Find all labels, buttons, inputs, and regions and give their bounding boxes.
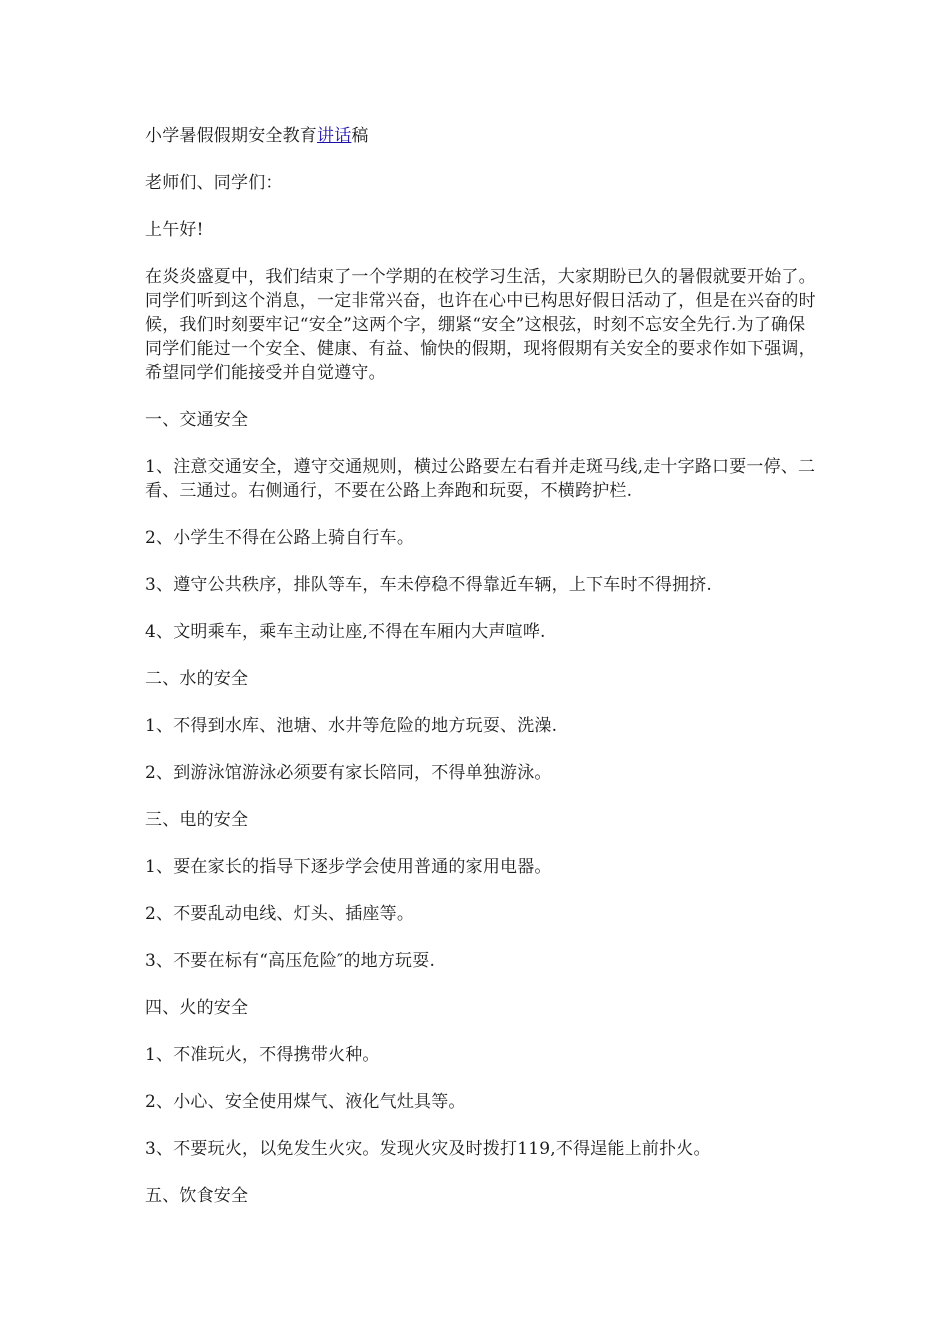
section-item: 1、注意交通安全，遵守交通规则，横过公路要左右看并走斑马线,走十字路口要一停、二看、三通过。右侧通行，不要在公路上奔跑和玩耍，不横跨护栏. bbox=[145, 457, 816, 501]
salutation: 上午好! bbox=[145, 220, 204, 240]
section-item: 2、到游泳馆游泳必须要有家长陪同，不得单独游泳。 bbox=[145, 763, 552, 783]
section-heading: 四、火的安全 bbox=[145, 998, 249, 1018]
section-heading: 五、饮食安全 bbox=[145, 1186, 249, 1206]
section-item: 1、不准玩火，不得携带火种。 bbox=[145, 1045, 380, 1065]
section-item: 2、小心、安全使用煤气、液化气灶具等。 bbox=[145, 1092, 466, 1112]
section-item: 4、文明乘车，乘车主动让座,不得在车厢内大声喧哗. bbox=[145, 622, 546, 642]
title-prefix: 小学暑假假期安全教育 bbox=[145, 126, 317, 146]
document-title bbox=[145, 124, 817, 148]
section-item: 1、要在家长的指导下逐步学会使用普通的家用电器。 bbox=[145, 857, 552, 877]
section-heading: 二、水的安全 bbox=[145, 669, 249, 689]
section-heading: 一、交通安全 bbox=[145, 410, 249, 430]
section-item: 3、不要在标有“高压危险″的地方玩耍. bbox=[145, 951, 436, 971]
intro-paragraph: 在炎炎盛夏中，我们结束了一个学期的在校学习生活，大家期盼已久的暑假就要开始了。同学们听到这个消息，一定非常兴奋，也许在心中已构思好假日活动了，但是在兴奋的时候，我们时刻要牢记“安全”这两个字，绷紧“安全”这根弦，时刻不忘安全先行.为了确保同学们能过一个安全、健康、有益、愉快的假期，现将假期有关安全的要求作如下强调，希望同学们能接受并自觉遵守。 bbox=[145, 267, 816, 383]
section-item: 1、不得到水库、池塘、水井等危险的地方玩耍、洗澡. bbox=[145, 716, 558, 736]
section-heading: 三、电的安全 bbox=[145, 810, 249, 830]
greeting: 老师们、同学们： bbox=[145, 173, 283, 193]
section-item: 3、不要玩火，以免发生火灾。发现火灾及时拨打119,不得逞能上前扑火。 bbox=[145, 1139, 711, 1159]
title-link[interactable]: 讲话 bbox=[317, 126, 352, 146]
section-item: 2、不要乱动电线、灯头、插座等。 bbox=[145, 904, 415, 924]
section-item: 2、小学生不得在公路上骑自行车。 bbox=[145, 528, 415, 548]
document-body bbox=[145, 124, 817, 1231]
title-suffix: 稿 bbox=[351, 126, 369, 146]
section-item: 3、遵守公共秩序，排队等车，车未停稳不得靠近车辆，上下车时不得拥挤. bbox=[145, 575, 713, 595]
